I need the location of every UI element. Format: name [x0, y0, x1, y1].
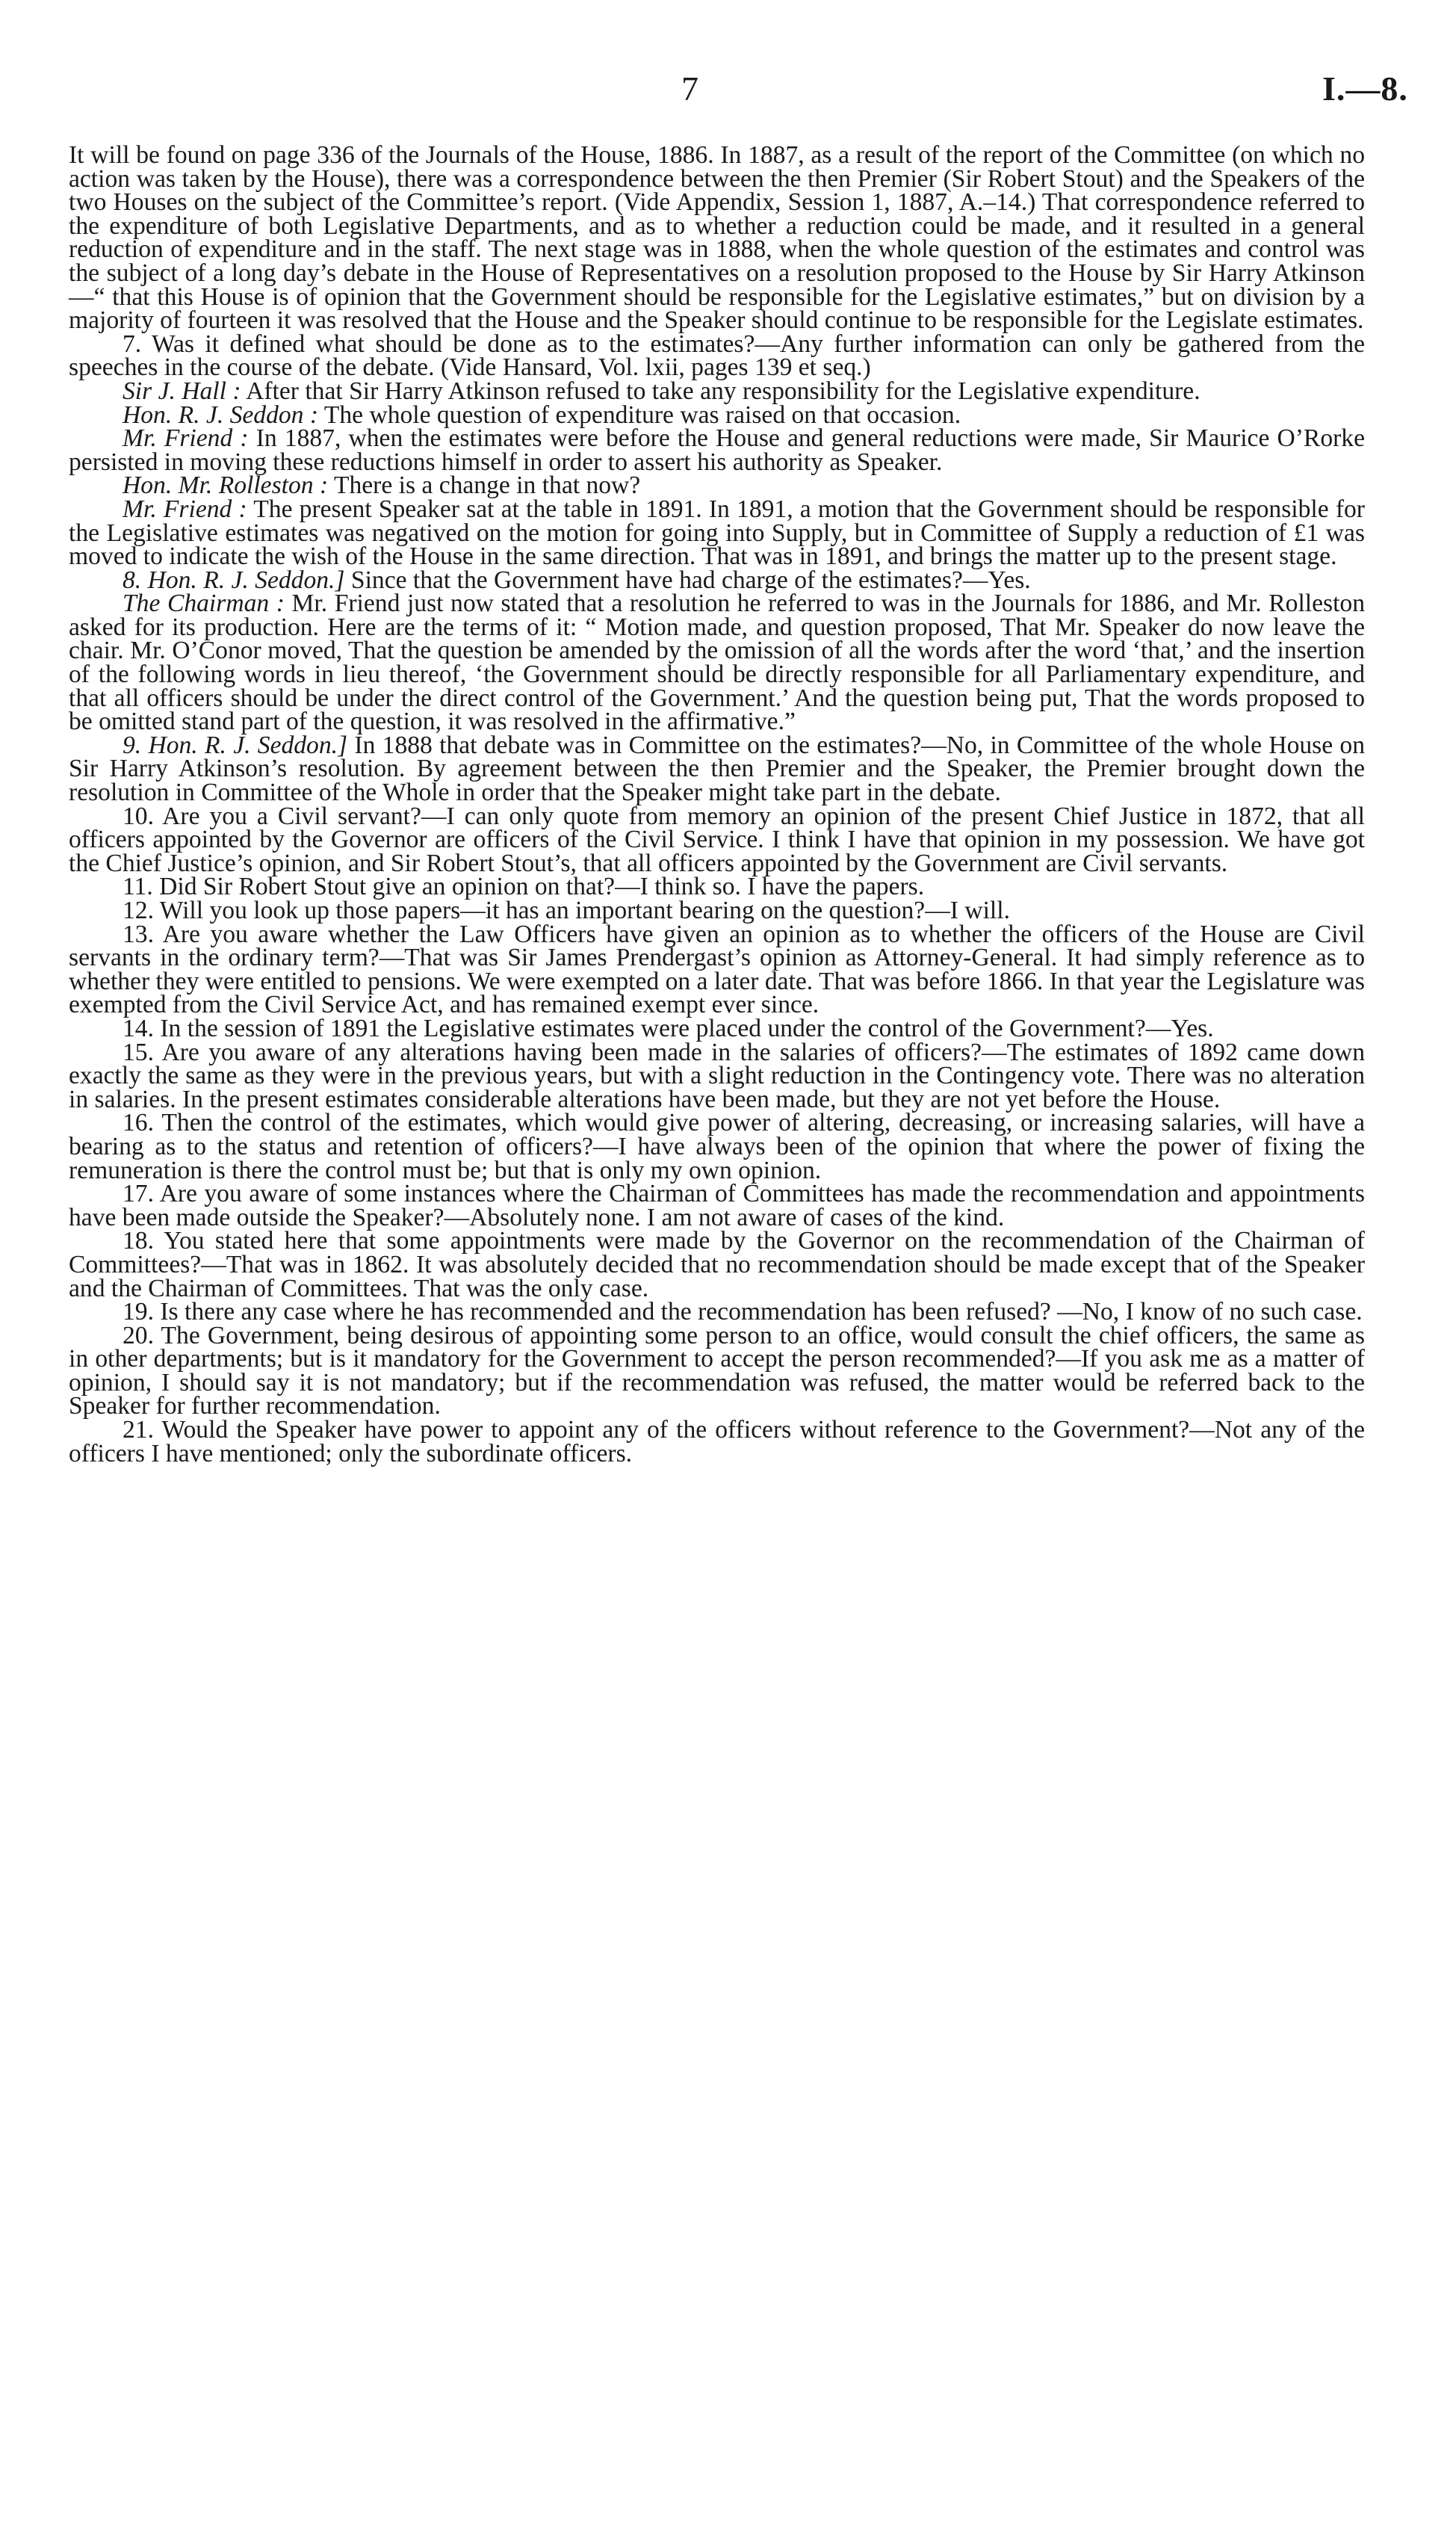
paragraph-text: 15. Are you aware of any alterations having been made in the salaries of officers?—The estimates of 1892 came down exactly the same as they were in the previous years, but with a slight reduction in the Contingency vote. There was no alteration in salaries. In the present estimates considerable alterations have been made, but they are not yet before the House.	[69, 1038, 1365, 1113]
paragraph	[69, 731, 1365, 807]
paragraph	[69, 424, 1365, 476]
paragraph-text: It will be found on page 336 of the Journals of the House, 1886. In 1887, as a result of the report of the Committee (on which no action was taken by the House), there was a correspondence between the then Premier (Sir Robert Stout) and the Speakers of the two Houses on the subject of the Committee’s report. (Vide Appendix, Session 1, 1887, A.–14.) That correspondence referred to the expenditure of both Legislative Departments, and as to whether a reduction could be made, and it resulted in a general reduction of expenditure and in the staff. The next stage was in 1888, when the whole question of the estimates and control was the subject of a long day’s debate in the House of Representatives on a resolution proposed to the House by Sir Harry Atkinson—“ that this House is of opinion that the Government should be responsible for the Legislative estimates,” but on division by a majority of fourteen it was resolved that the House and the Speaker should continue to be responsible for the Legislate estimates.	[69, 141, 1365, 335]
paragraph-text: 14. In the session of 1891 the Legislative estimates were placed under the control of the Government?—Yes.	[123, 1014, 1214, 1042]
paragraph	[69, 1300, 1365, 1324]
paragraph-text: 21. Would the Speaker have power to appoint any of the officers without reference to the Government?—Not any of the officers I have mentioned; only the subordinate officers.	[69, 1416, 1365, 1467]
paragraph	[69, 920, 1365, 1019]
body-text	[69, 143, 1365, 1465]
paragraph	[69, 495, 1365, 571]
paragraph	[69, 1014, 1365, 1042]
page-number: 7	[681, 69, 698, 108]
paragraph-text: In 1887, when the estimates were before the House and general reductions were made, Sir Maurice O’Rorke persisted in moving these reductions himself in order to assert his authority as Speaker.	[69, 424, 1365, 476]
speaker-label: Mr. Friend :	[123, 495, 247, 523]
speaker-label: 9. Hon. R. J. Seddon.]	[123, 731, 348, 759]
speaker-label: Mr. Friend :	[123, 424, 249, 453]
paragraph	[69, 332, 1365, 380]
paragraph-text: The whole question of expenditure was raised on that occasion.	[323, 400, 961, 429]
paragraph-text: Since that the Government have had charge of the estimates?—Yes.	[350, 566, 1031, 594]
document-reference: I.—8.	[1322, 69, 1408, 108]
paragraph-text: After that Sir Harry Atkinson refused to take any responsibility for the Legislative expenditure.	[246, 377, 1201, 405]
paragraph	[69, 1321, 1365, 1420]
speaker-label: Sir J. Hall :	[123, 377, 241, 405]
paragraph-text: 20. The Government, being desirous of appointing some person to an office, would consult the chief officers, the same as in other departments; but is it mandatory for the Government to accept the person recommended?—If you ask me as a matter of opinion, I should say it is not mandatory; but if the recommendation was refused, the matter would be referred back to the Speaker for further recommendation.	[69, 1321, 1365, 1420]
speaker-label: Hon. R. J. Seddon :	[123, 400, 319, 429]
paragraph-text: The present Speaker sat at the table in 1891. In 1891, a motion that the Government should be responsible for the Legislative estimates was negatived on the motion for going into Supply, but in Committee of Supply a reduction of £1 was moved to indicate the wish of the House in the same direction. That was in 1891, and brings the matter up to the present stage.	[69, 495, 1365, 571]
speaker-label: Hon. Mr. Rolleston :	[123, 471, 329, 500]
paragraph	[69, 1111, 1365, 1182]
paragraph-text: 10. Are you a Civil servant?—I can only quote from memory an opinion of the present Chief Justice in 1872, that all officers appointed by the Governor are officers of the Civil Service. I think I have that opinion in my possession. We have got the Chief Justice’s opinion, and Sir Robert Stout’s, that all officers appointed by the Government are Civil servants.	[69, 802, 1365, 877]
paragraph-text: Mr. Friend just now stated that a resolution he referred to was in the Journals for 1886, and Mr. Rolleston asked for its production. Here are the terms of it: “ Motion made, and question proposed, That Mr. Speaker do now leave the chair. Mr. O’Conor moved, That the question be amended by the omission of all the words after the word ‘that,’ and the insertion of the following words in lieu thereof, ‘the Government should be directly responsible for all Parliamentary expenditure, and that all officers should be under the direct control of the Government.’ And the question being put, That the words proposed to be omitted stand part of the question, it was resolved in the affirmative.”	[69, 590, 1365, 736]
paragraph	[69, 802, 1365, 877]
paragraph	[69, 875, 1365, 899]
paragraph-text: 17. Are you aware of some instances where the Chairman of Committees has made the recommendation and appointments have been made outside the Speaker?—Absolutely none. I am not aware of cases of the kind.	[69, 1180, 1365, 1231]
paragraph	[69, 1038, 1365, 1113]
paragraph	[69, 141, 1365, 335]
paragraph-text: 16. Then the control of the estimates, which would give power of altering, decreasing, or increasing salaries, will have a bearing as to the status and retention of officers?—I have always been of the opinion that where the power of fixing the remuneration is there the control must be; but that is only my own opinion.	[69, 1109, 1365, 1184]
paragraph	[69, 471, 1365, 500]
speaker-label: The Chairman :	[123, 590, 285, 618]
paragraph	[69, 1182, 1365, 1229]
paragraph	[69, 592, 1365, 734]
paragraph-text: 19. Is there any case where he has recommended and the recommendation has been refused? —No, I know of no such case.	[123, 1298, 1363, 1326]
paragraph	[69, 1418, 1365, 1465]
paragraph	[69, 377, 1365, 405]
paragraph-text: 12. Will you look up those papers—it has an important bearing on the question?—I will.	[123, 897, 1010, 924]
paragraph	[69, 899, 1365, 923]
paragraph-text: 18. You stated here that some appointments were made by the Governor on the recommendation of the Chairman of Committees?—That was in 1862. It was absolutely decided that no recommendation should be made except that of the Speaker and the Chairman of Committees. That was the only case.	[69, 1227, 1365, 1302]
paragraph	[69, 566, 1365, 594]
paragraph-text: There is a change in that now?	[333, 471, 641, 500]
paragraph	[69, 400, 1365, 429]
paragraph	[69, 1229, 1365, 1300]
paragraph-text: In 1888 that debate was in Committee on the estimates?—No, in Committee of the whole House on Sir Harry Atkinson’s resolution. By agreement between the then Premier and the Speaker, the Premier brought down the resolution in Committee of the Whole in order that the Speaker might take part in the debate.	[69, 731, 1365, 807]
speaker-label: 8. Hon. R. J. Seddon.]	[123, 566, 345, 594]
paragraph-text: 13. Are you aware whether the Law Officers have given an opinion as to whether the officers of the House are Civil servants in the ordinary term?—That was Sir James Prendergast’s opinion as Attorney-General. It had simply reference as to whether they were entitled to pensions. We were exempted on a later date. That was before 1866. In that year the Legislature was exempted from the Civil Service Act, and has remained exempt ever since.	[69, 920, 1365, 1019]
paragraph-text: 7. Was it defined what should be done as to the estimates?—Any further information can only be gathered from the speeches in the course of the debate. (Vide Hansard, Vol. lxii, pages 139 et seq.)	[69, 330, 1365, 382]
paragraph-text: 11. Did Sir Robert Stout give an opinion on that?—I think so. I have the papers.	[123, 873, 925, 901]
